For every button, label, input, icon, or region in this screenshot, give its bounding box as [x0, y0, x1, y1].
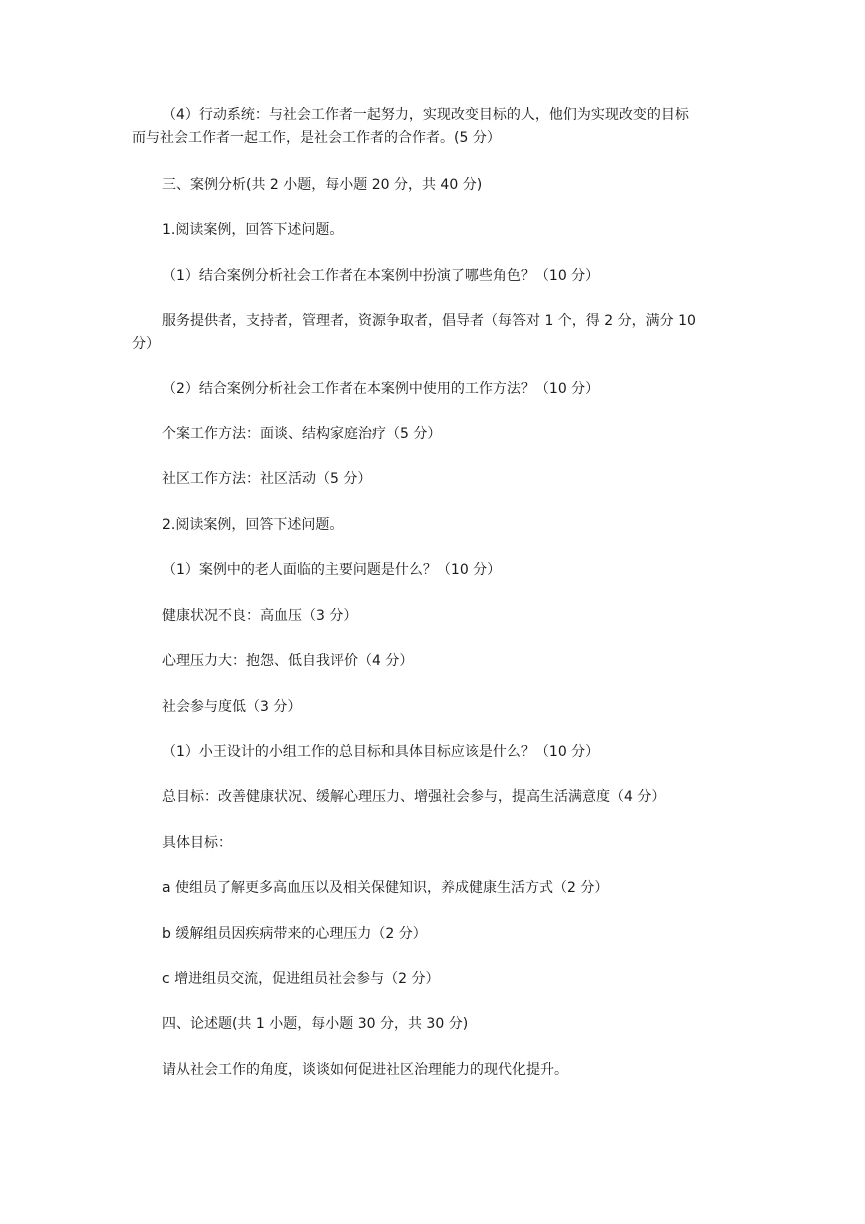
essay-question: [132, 1059, 737, 1082]
sub-question: [132, 265, 737, 288]
text-line: 具体目标：: [162, 835, 232, 851]
answer-paragraph: [132, 310, 737, 356]
question-heading: [132, 219, 737, 242]
text-line: 1.阅读案例，回答下述问题。: [162, 222, 344, 238]
answer-paragraph: [132, 786, 737, 809]
answer-list-item: [132, 877, 737, 900]
paragraph-action-system: [132, 104, 737, 150]
text-line: 健康状况不良：高血压（3 分）: [162, 608, 358, 624]
text-line: 2.阅读案例，回答下述问题。: [162, 517, 344, 533]
answer-list-item: [132, 923, 737, 946]
text-line: a 使组员了解更多高血压以及相关保健知识，养成健康生活方式（2 分）: [162, 880, 609, 896]
answer-paragraph: [132, 468, 737, 491]
text-line: 社区工作方法：社区活动（5 分）: [162, 471, 372, 487]
section-heading-essay: [132, 1013, 737, 1036]
text-line: （1）结合案例分析社会工作者在本案例中扮演了哪些角色？（10 分）: [162, 268, 600, 284]
answer-paragraph: [132, 423, 737, 446]
text-line: 个案工作方法：面谈、结构家庭治疗（5 分）: [162, 426, 442, 442]
text-line: 请从社会工作的角度，谈谈如何促进社区治理能力的现代化提升。: [162, 1062, 568, 1078]
text-line: 而与社会工作者一起工作，是社会工作者的合作者。(5 分）: [132, 130, 501, 146]
text-line: b 缓解组员因疾病带来的心理压力（2 分）: [162, 926, 427, 942]
text-line: （4）行动系统：与社会工作者一起努力，实现改变目标的人，他们为实现改变的目标: [162, 107, 689, 123]
text-line: （2）结合案例分析社会工作者在本案例中使用的工作方法？（10 分）: [162, 381, 600, 397]
sub-question: [132, 741, 737, 764]
answer-paragraph: [132, 832, 737, 855]
text-line: 服务提供者，支持者，管理者，资源争取者，倡导者（每答对 1 个，得 2 分，满分 10: [162, 313, 696, 329]
text-line: 社会参与度低（3 分）: [162, 699, 302, 715]
text-line: （1）小王设计的小组工作的总目标和具体目标应该是什么？（10 分）: [162, 744, 600, 760]
sub-question: [132, 378, 737, 401]
answer-paragraph: [132, 650, 737, 673]
sub-question: [132, 559, 737, 582]
text-line: 分）: [132, 336, 160, 352]
text-line: 三、案例分析(共 2 小题，每小题 20 分，共 40 分): [162, 177, 483, 193]
answer-list-item: [132, 968, 737, 991]
text-line: 总目标：改善健康状况、缓解心理压力、增强社会参与，提高生活满意度（4 分）: [162, 789, 666, 805]
text-line: c 增进组员交流，促进组员社会参与（2 分）: [162, 971, 440, 987]
text-line: （1）案例中的老人面临的主要问题是什么？（10 分）: [162, 562, 502, 578]
answer-paragraph: [132, 605, 737, 628]
section-heading-case-analysis: [132, 174, 737, 197]
answer-paragraph: [132, 696, 737, 719]
text-line: 心理压力大：抱怨、低自我评价（4 分）: [162, 653, 414, 669]
text-line: 四、论述题(共 1 小题，每小题 30 分，共 30 分): [162, 1016, 469, 1032]
question-heading: [132, 514, 737, 537]
